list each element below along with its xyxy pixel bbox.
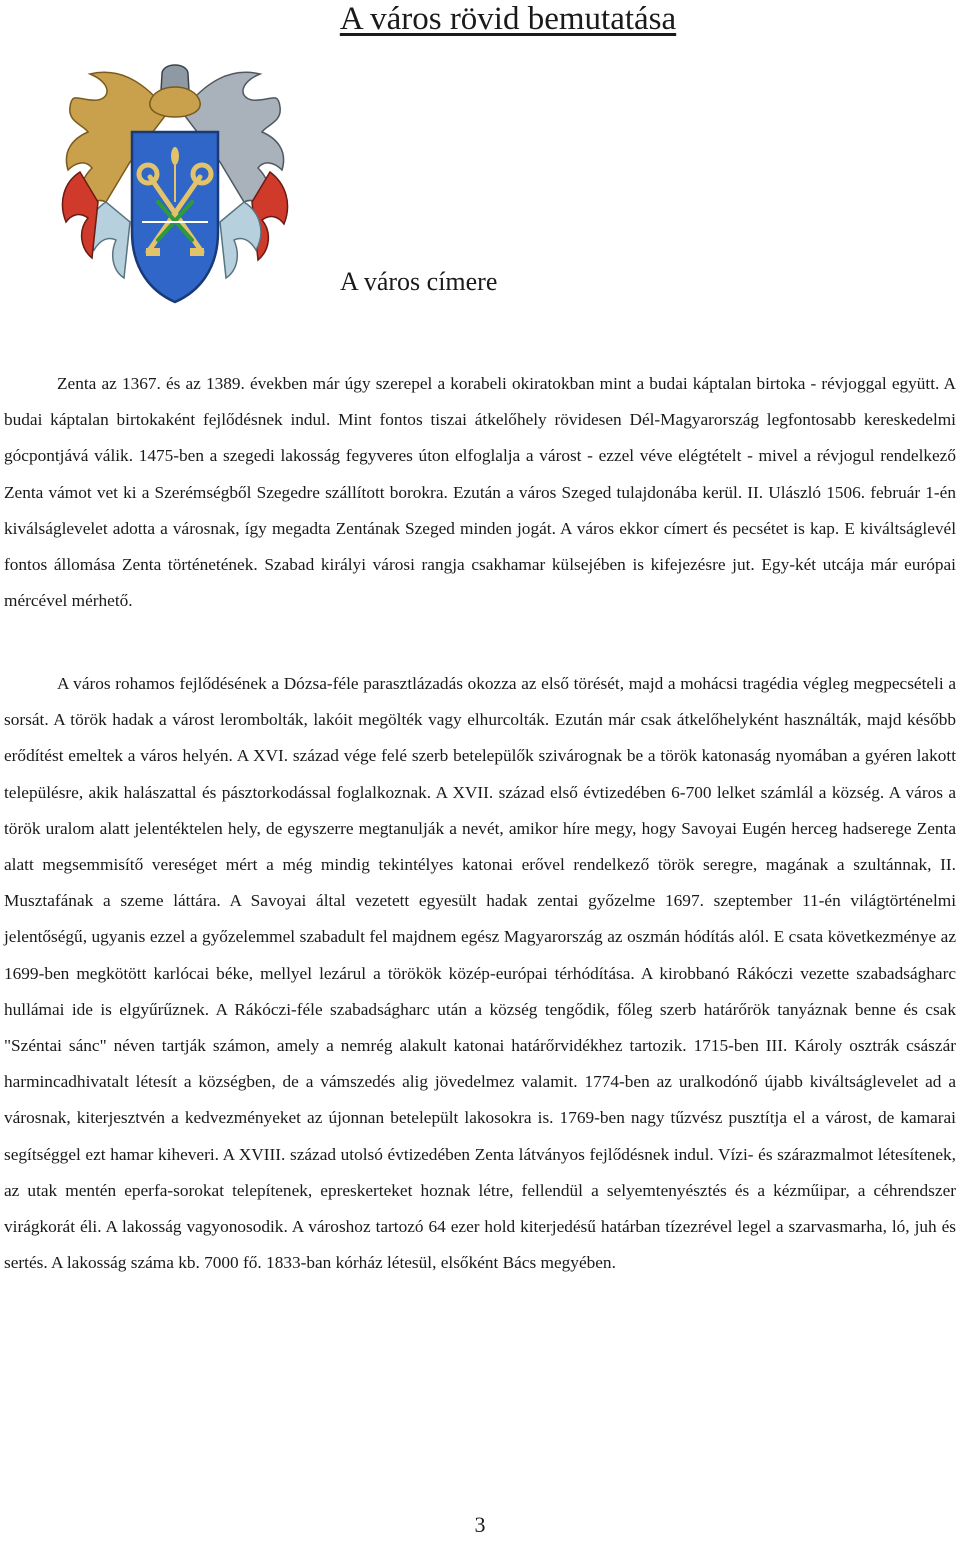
paragraph-history-ottoman: A város rohamos fejlődésének a Dózsa-féle parasztlázadás okozza az első törését, majd a mohácsi tragédia végleg megpecsételi a sorsát. A török hadak a várost lerombolták, lakóit megölték vagy elhurcolták. Ezután már csak átkelőhelyként használták, majd később erődítést emeltek a város helyén. A XVI. század vége felé szerb betelepülők szivárognak be a török katonaság nyomában a gyéren lakott településre, akik halászattal és pásztorkodással foglalkoznak. A XVII. század első évtizedében 6-700 lelket számlál a község. A város a török uralom alatt jelentéktelen hely, de egyszerre megtanulják a nevét, amikor híre megy, hogy Savoyai Eugén herceg hadserege Zenta alatt megsemmisítő vereséget mért a még mindig tekintélyes katonai erővel rendelkező török seregre, magának a szultánnak, II. Musztafának a szeme láttára. A Savoyai által vezetett egyesült hadak zentai győzelme 1697. szeptember 11-én világtörténelmi jelentőségű, ugyanis ezzel a győzelemmel szabadult fel majdnem egész Magyarország az oszmán hódítás alól. E csata következménye az 1699-ben megkötött karlócai béke, mellyel lezárul a törökök közép-európai térhódítása. A kirobbanó Rákóczi vezette szabadságharc hullámai ide is elgyűrűznek. A Rákóczi-féle szabadságharc után a község tengődik, főleg szerb határőrök tanyáznak benne és csak "Széntai sánc" néven tartják számon, amely a nemrég alakult katonai határőrvidékhez tartozik. 1715-ben III. Károly osztrák császár harmincadhivatalt létesít a községben, de a vámszedés alig jövedelmez valamit. 1774-ben az uralkodónő újabb kiváltságlevelet ad a városnak, kiterjesztvén a kedvezményeket az újonnan betelepült lakosokra is. 1769-ben nagy tűzvész pusztítja el a várost, de kamarai segítséggel ezt hamar kiheveri. A XVIII. század utolsó évtizedében Zenta látványos fejlődésnek indul. Vízi- és szárazmalmot létesítenek, az utak mentén eperfa-sorokat telepítenek, epreskerteket hoznak létre, fellendül a selyemtenyésztés és a kézműipar, a céhrendszer virágkorát éli. A lakosság vagyonosodik. A városhoz tartozó 64 ezer hold kiterjedésű határban tízezrével legel a szarvasmarha, ló, juh és sertés. A lakosság száma kb. 7000 fő. 1833-ban kórház létesül, elsőként Bács megyében. [4,674,956,1273]
page-title: A város rövid bemutatása [339,1,677,37]
paragraph-history-early: Zenta az 1367. és az 1389. években már úgy szerepel a korabeli okiratokban mint a budai káptalan birtoka - révjoggal együtt. A budai káptalan birtokaként fejlődésnek indul. Mint fontos tiszai átkelőhely rövidesen Dél-Magyarország legfontosabb kereskedelmi gócpontjává válik. 1475-ben a szegedi lakosság fegyveres úton elfoglalja a várost - ezzel véve elégtételt - mivel a révjogul rendelkező Zenta vámot vet ki a Szerémségből Szegedre szállított borokra. Ezután a város Szeged tulajdonába kerül. II. Ulászló 1506. február 1-én kiválságlevelet adotta a városnak, így megadta Zentának Szeged minden jogát. A város ekkor címert és pecsétet is kap. E kiváltságlevél fontos állomása Zenta történetének. Szabad királyi városi rangja csakhamar külsejében is kifejezésre jut. Egy-két utcája már európai mércével mérhető. [4,374,956,611]
page-number: 3 [474,1512,486,1537]
image-caption: A város címere [340,267,498,296]
coat-of-arms-icon [50,52,300,317]
